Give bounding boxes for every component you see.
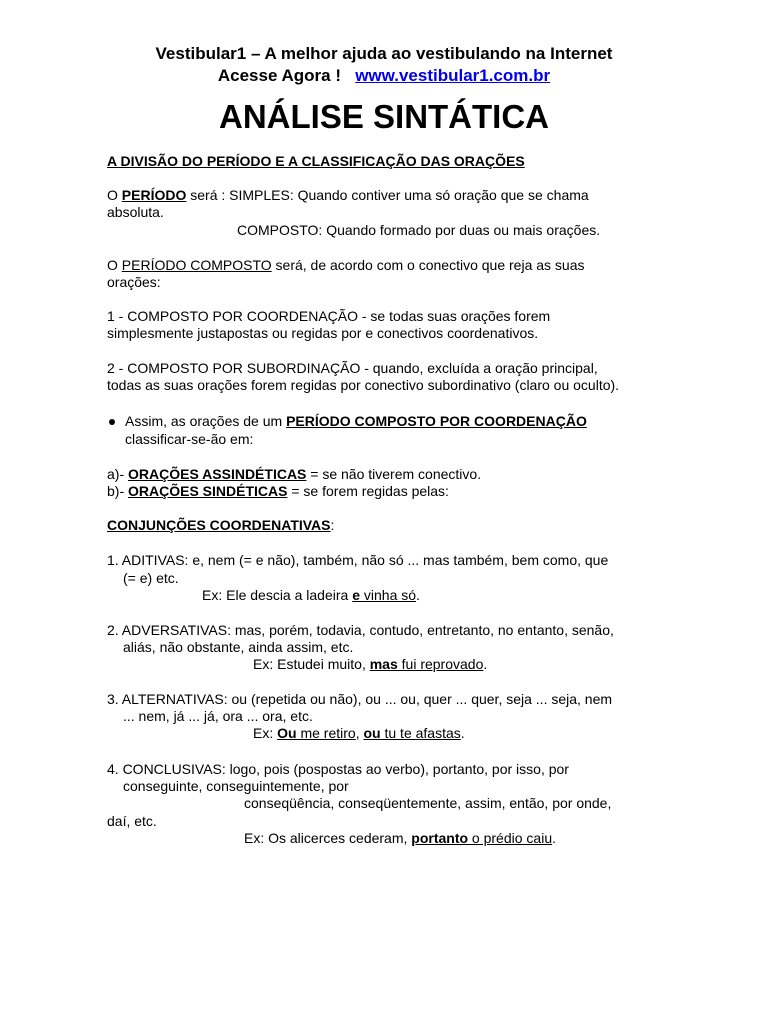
alternativas-line2: ... nem, já ... já, ora ... ora, etc.	[123, 708, 313, 724]
subordinacao-line1: 2 - COMPOSTO POR SUBORDINAÇÃO - quando, excluída a oração principal,	[107, 360, 598, 376]
access-label: Acesse Agora !	[217, 66, 342, 85]
composto-intro-line2: orações:	[107, 274, 161, 290]
periodo-term: PERÍODO	[121, 187, 187, 203]
conclusivas-line2: conseguinte, conseguintemente, por	[123, 778, 349, 794]
conclusivas-conj: portanto	[411, 830, 469, 846]
coordenacao-term: PERÍODO COMPOSTO POR COORDENAÇÃO	[286, 413, 587, 429]
conclusivas-example: Ex: Os alicerces cederam, portanto o prédio caiu.	[244, 830, 556, 846]
aditivas-line1: 1. ADITIVAS: e, nem (= e não), também, não só ... mas também, bem como, que	[107, 552, 609, 568]
class-a-line: a)- ORAÇÕES ASSINDÉTICAS = se não tiverem conectivo.	[107, 466, 482, 482]
header-access-line	[0, 66, 768, 86]
conclusivas-line4: daí, etc.	[107, 813, 157, 829]
periodo-composto-term: PERÍODO COMPOSTO	[121, 257, 272, 273]
composto-intro-line1: O PERÍODO COMPOSTO será, de acordo com o conectivo que reja as suas	[107, 257, 585, 273]
section-heading: A DIVISÃO DO PERÍODO E A CLASSIFICAÇÃO DAS ORAÇÕES	[107, 153, 525, 169]
alternativas-line1: 3. ALTERNATIVAS: ou (repetida ou não), ou ... ou, quer ... quer, seja ... seja, nem	[107, 691, 613, 707]
adversativas-example: Ex: Estudei muito, mas fui reprovado.	[253, 656, 488, 672]
periodo-simples-cont: absoluta.	[107, 204, 164, 220]
adversativas-conj: mas	[369, 656, 398, 672]
alternativas-conj-1: Ou	[277, 725, 297, 741]
conclusivas-line1: 4. CONCLUSIVAS: logo, pois (pospostas ao verbo), portanto, por isso, por	[107, 761, 569, 777]
page-title: ANÁLISE SINTÁTICA	[219, 98, 549, 135]
aditivas-conj: e	[352, 587, 360, 603]
site-link[interactable]: www.vestibular1.com.br	[355, 66, 551, 85]
assindeticas-term: ORAÇÕES ASSINDÉTICAS	[128, 466, 307, 482]
subordinacao-line2: todas as suas orações forem regidas por conectivo subordinativo (claro ou oculto).	[107, 377, 620, 393]
conjuncoes-heading: CONJUNÇÕES COORDENATIVAS:	[107, 517, 335, 533]
coordenacao-line2: simplesmente justapostas ou regidas por e conectivos coordenativos.	[107, 325, 539, 341]
aditivas-example: Ex: Ele descia a ladeira e vinha só.	[202, 587, 420, 603]
adversativas-line1: 2. ADVERSATIVAS: mas, porém, todavia, contudo, entretanto, no entanto, senão,	[107, 622, 614, 638]
periodo-composto-line: COMPOSTO: Quando formado por duas ou mais orações.	[237, 222, 601, 238]
aditivas-line2: (= e) etc.	[123, 570, 179, 586]
alternativas-example: Ex: Ou me retiro, ou tu te afastas.	[253, 725, 465, 741]
adversativas-line2: aliás, não obstante, ainda assim, etc.	[123, 639, 354, 655]
sindeticas-term: ORAÇÕES SINDÉTICAS	[128, 483, 288, 499]
header-tagline: Vestibular1 – A melhor ajuda ao vestibulando na Internet	[155, 44, 613, 63]
conclusivas-line3: conseqüência, conseqüentemente, assim, então, por onde,	[244, 795, 612, 811]
class-b-line: b)- ORAÇÕES SINDÉTICAS = se forem regidas pelas:	[107, 483, 449, 499]
bullet-dot	[109, 419, 115, 425]
alternativas-conj-2: ou	[363, 725, 381, 741]
periodo-simples-line: O PERÍODO será : SIMPLES: Quando contiver uma só oração que se chama	[107, 187, 589, 203]
bullet-line1: Assim, as orações de um PERÍODO COMPOSTO POR COORDENAÇÃO	[125, 413, 587, 429]
bullet-line2: classificar-se-ão em:	[125, 431, 254, 447]
coordenacao-line1: 1 - COMPOSTO POR COORDENAÇÃO - se todas suas orações forem	[107, 308, 551, 324]
